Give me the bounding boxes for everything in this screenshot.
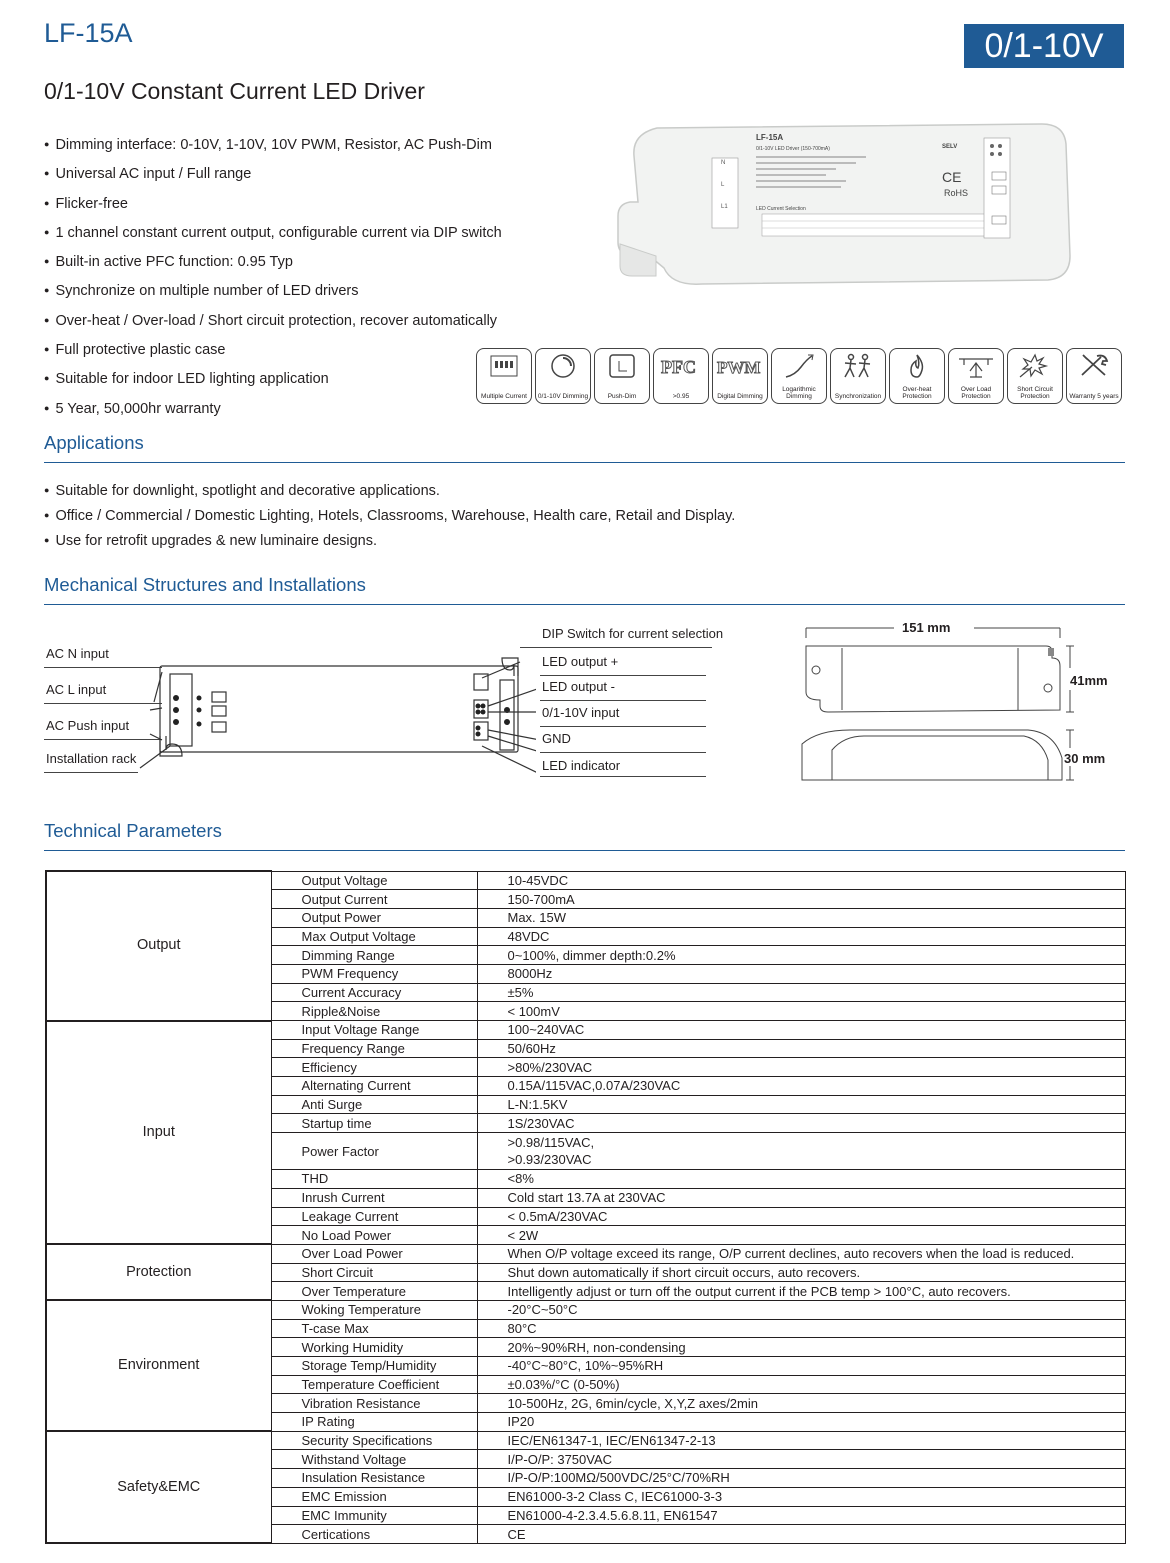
product-label-current: LED Current Selection — [756, 206, 806, 212]
leader-line — [540, 726, 706, 727]
section-applications: Applications — [44, 432, 1125, 463]
param-name: Insulation Resistance — [271, 1469, 477, 1488]
param-group: Input — [46, 1021, 271, 1245]
overload-icon: Over Load Protection — [948, 348, 1004, 404]
param-value: 100~240VAC — [477, 1021, 1126, 1040]
svg-text:L: L — [721, 182, 725, 188]
param-value: Shut down automatically if short circuit occurs, auto recovers. — [477, 1263, 1126, 1282]
param-value: 80°C — [477, 1319, 1126, 1338]
synchronization-icon: Synchronization — [830, 348, 886, 404]
leader-line — [540, 675, 706, 676]
param-value: < 100mV — [477, 1002, 1126, 1021]
dim-length: 151 mm — [902, 620, 951, 635]
param-name: IP Rating — [271, 1413, 477, 1432]
pfc-icon: PFC >0.95 — [653, 348, 709, 404]
param-group: Output — [46, 871, 271, 1021]
param-name: Woking Temperature — [271, 1300, 477, 1319]
param-value: Cold start 13.7A at 230VAC — [477, 1188, 1126, 1207]
param-value: ±5% — [477, 983, 1126, 1002]
param-value: Intelligently adjust or turn off the output current if the PCB temp > 100°C, auto recovers. — [477, 1282, 1126, 1301]
feature-item: ● Dimming interface: 0-10V, 1-10V, 10V PWM, Resistor, AC Push-Dim — [44, 130, 502, 159]
param-name: Withstand Voltage — [271, 1450, 477, 1469]
leader-line — [520, 647, 712, 648]
product-label-selv: SELV — [942, 144, 958, 150]
param-value: 1S/230VAC — [477, 1114, 1126, 1133]
param-name: THD — [271, 1170, 477, 1189]
param-value: EN61000-4-2.3.4.5.6.8.11, EN61547 — [477, 1506, 1126, 1525]
warranty-icon: Warranty 5 years — [1066, 348, 1122, 404]
push-dim-icon: Push-Dim — [594, 348, 650, 404]
param-name: No Load Power — [271, 1226, 477, 1245]
param-name: Storage Temp/Humidity — [271, 1357, 477, 1376]
param-name: EMC Emission — [271, 1487, 477, 1506]
feature-item: ● Full protective plastic case — [44, 335, 502, 364]
technical-parameters-table — [45, 870, 1126, 1544]
param-value: 48VDC — [477, 927, 1126, 946]
param-name: Leakage Current — [271, 1207, 477, 1226]
table-row — [46, 1300, 1126, 1319]
param-name: Anti Surge — [271, 1095, 477, 1114]
param-name: Dimming Range — [271, 946, 477, 965]
param-value: < 0.5mA/230VAC — [477, 1207, 1126, 1226]
label-led-indicator: LED indicator — [542, 758, 621, 773]
log-dimming-icon: Logarithmic Dimming — [771, 348, 827, 404]
model-title: LF-15A — [44, 18, 133, 48]
dimming-icon: 0/1-10V Dimming — [535, 348, 591, 404]
param-name: Certications — [271, 1525, 477, 1544]
feature-item: ● Universal AC input / Full range — [44, 159, 502, 188]
multiple-current-icon: Multiple Current — [476, 348, 532, 404]
param-value: 50/60Hz — [477, 1039, 1126, 1058]
product-label-title: LF-15A — [756, 133, 784, 142]
param-name: Frequency Range — [271, 1039, 477, 1058]
param-value: <8% — [477, 1170, 1126, 1189]
feature-item: ● Synchronize on multiple number of LED drivers — [44, 276, 502, 305]
param-value: 150-700mA — [477, 890, 1126, 909]
param-value: -20°C~50°C — [477, 1300, 1126, 1319]
param-name: Power Factor — [271, 1133, 477, 1170]
param-name: Ripple&Noise — [271, 1002, 477, 1021]
param-value: 0~100%, dimmer depth:0.2% — [477, 946, 1126, 965]
feature-item: ● Over-heat / Over-load / Short circuit protection, recover automatically — [44, 306, 502, 335]
dimming-badge: 0/1-10V — [964, 24, 1124, 68]
application-item: ● Office / Commercial / Domestic Lighting, Hotels, Classrooms, Warehouse, Health care, Retail and Display. — [44, 503, 735, 528]
application-item: ● Use for retrofit upgrades & new luminaire designs. — [44, 528, 735, 553]
param-name: Short Circuit — [271, 1263, 477, 1282]
svg-text:L1: L1 — [721, 204, 728, 210]
param-name: Max Output Voltage — [271, 927, 477, 946]
label-ac-l-input: AC L input — [46, 682, 107, 697]
label-ac-n-input: AC N input — [46, 646, 109, 661]
param-value: 8000Hz — [477, 964, 1126, 983]
page-subtitle: 0/1-10V Constant Current LED Driver — [44, 78, 425, 104]
param-value: 20%~90%RH, non-condensing — [477, 1338, 1126, 1357]
dim-width: 41mm — [1070, 673, 1108, 688]
leader-line — [44, 772, 138, 773]
overheat-icon: Over-heat Protection — [889, 348, 945, 404]
param-name: Alternating Current — [271, 1077, 477, 1096]
param-name: Efficiency — [271, 1058, 477, 1077]
param-name: Input Voltage Range — [271, 1021, 477, 1040]
product-label-line: 0/1-10V LED Driver (150-700mA) — [756, 146, 830, 152]
param-value: < 2W — [477, 1226, 1126, 1245]
feature-item: ● 1 channel constant current output, configurable current via DIP switch — [44, 218, 502, 247]
param-name: Over Temperature — [271, 1282, 477, 1301]
section-technical: Technical Parameters — [44, 820, 1125, 851]
feature-item: ● Flicker-free — [44, 189, 502, 218]
param-name: PWM Frequency — [271, 964, 477, 983]
param-value: >0.98/115VAC, >0.93/230VAC — [477, 1133, 1126, 1170]
param-group: Safety&EMC — [46, 1431, 271, 1543]
applications-list — [44, 478, 735, 553]
leader-line — [540, 700, 706, 701]
param-name: Inrush Current — [271, 1188, 477, 1207]
short-circuit-icon: Short Circuit Protection — [1007, 348, 1063, 404]
param-value: -40°C~80°C, 10%~95%RH — [477, 1357, 1126, 1376]
param-value: 10-45VDC — [477, 871, 1126, 890]
param-name: Over Load Power — [271, 1244, 477, 1263]
table-row — [46, 1021, 1126, 1040]
application-item: ● Suitable for downlight, spotlight and decorative applications. — [44, 478, 735, 503]
param-value: IP20 — [477, 1413, 1126, 1432]
label-dip-switch: DIP Switch for current selection — [542, 626, 724, 641]
leader-line — [540, 752, 706, 753]
param-group: Environment — [46, 1300, 271, 1431]
param-name: Working Humidity — [271, 1338, 477, 1357]
table-row — [46, 1244, 1126, 1263]
param-name: Startup time — [271, 1114, 477, 1133]
leader-line — [540, 776, 706, 777]
dim-height: 30 mm — [1064, 751, 1106, 766]
svg-text:N: N — [721, 160, 726, 166]
param-value: When O/P voltage exceed its range, O/P current declines, auto recovers when the load is reduced. — [477, 1244, 1126, 1263]
param-value: ±0.03%/°C (0-50%) — [477, 1375, 1126, 1394]
param-name: Output Voltage — [271, 871, 477, 890]
param-name: Temperature Coefficient — [271, 1375, 477, 1394]
param-value: IEC/EN61347-1, IEC/EN61347-2-13 — [477, 1431, 1126, 1450]
table-row — [46, 871, 1126, 890]
param-name: Output Power — [271, 908, 477, 927]
label-led-output-minus: LED output - — [542, 679, 615, 694]
label-gnd: GND — [542, 731, 571, 746]
param-name: Security Specifications — [271, 1431, 477, 1450]
param-value: EN61000-3-2 Class C, IEC61000-3-3 — [477, 1487, 1126, 1506]
param-value: >80%/230VAC — [477, 1058, 1126, 1077]
param-value: 10-500Hz, 2G, 6min/cycle, X,Y,Z axes/2min — [477, 1394, 1126, 1413]
label-dimming-input: 0/1-10V input — [542, 705, 620, 720]
table-row — [46, 1431, 1126, 1450]
product-label-rohs: RoHS — [944, 188, 969, 198]
param-value: CE — [477, 1525, 1126, 1544]
param-name: Vibration Resistance — [271, 1394, 477, 1413]
param-value: Max. 15W — [477, 908, 1126, 927]
feature-icon-strip — [476, 348, 1122, 404]
driver-top-view — [136, 640, 536, 780]
product-image — [612, 116, 1074, 286]
feature-item: ● Suitable for indoor LED lighting application — [44, 364, 502, 393]
svg-text:PFC: PFC — [661, 357, 696, 377]
feature-item: ● Built-in active PFC function: 0.95 Typ — [44, 247, 502, 276]
svg-text:PWM: PWM — [717, 358, 761, 377]
param-value: I/P-O/P: 3750VAC — [477, 1450, 1126, 1469]
param-name: Current Accuracy — [271, 983, 477, 1002]
param-value: L-N:1.5KV — [477, 1095, 1126, 1114]
param-value: 0.15A/115VAC,0.07A/230VAC — [477, 1077, 1126, 1096]
product-label-ce: CE — [942, 169, 962, 185]
param-name: T-case Max — [271, 1319, 477, 1338]
param-group: Protection — [46, 1244, 271, 1300]
label-ac-push-input: AC Push input — [46, 718, 130, 733]
pwm-icon: PWM Digital Dimming — [712, 348, 768, 404]
feature-item: ● 5 Year, 50,000hr warranty — [44, 394, 502, 423]
label-installation-rack: Installation rack — [46, 751, 137, 766]
feature-list — [44, 130, 502, 423]
param-value: I/P-O/P:100MΩ/500VDC/25°C/70%RH — [477, 1469, 1126, 1488]
param-name: EMC Immunity — [271, 1506, 477, 1525]
section-mechanical: Mechanical Structures and Installations — [44, 574, 1125, 605]
param-name: Output Current — [271, 890, 477, 909]
label-led-output-plus: LED output + — [542, 654, 619, 669]
